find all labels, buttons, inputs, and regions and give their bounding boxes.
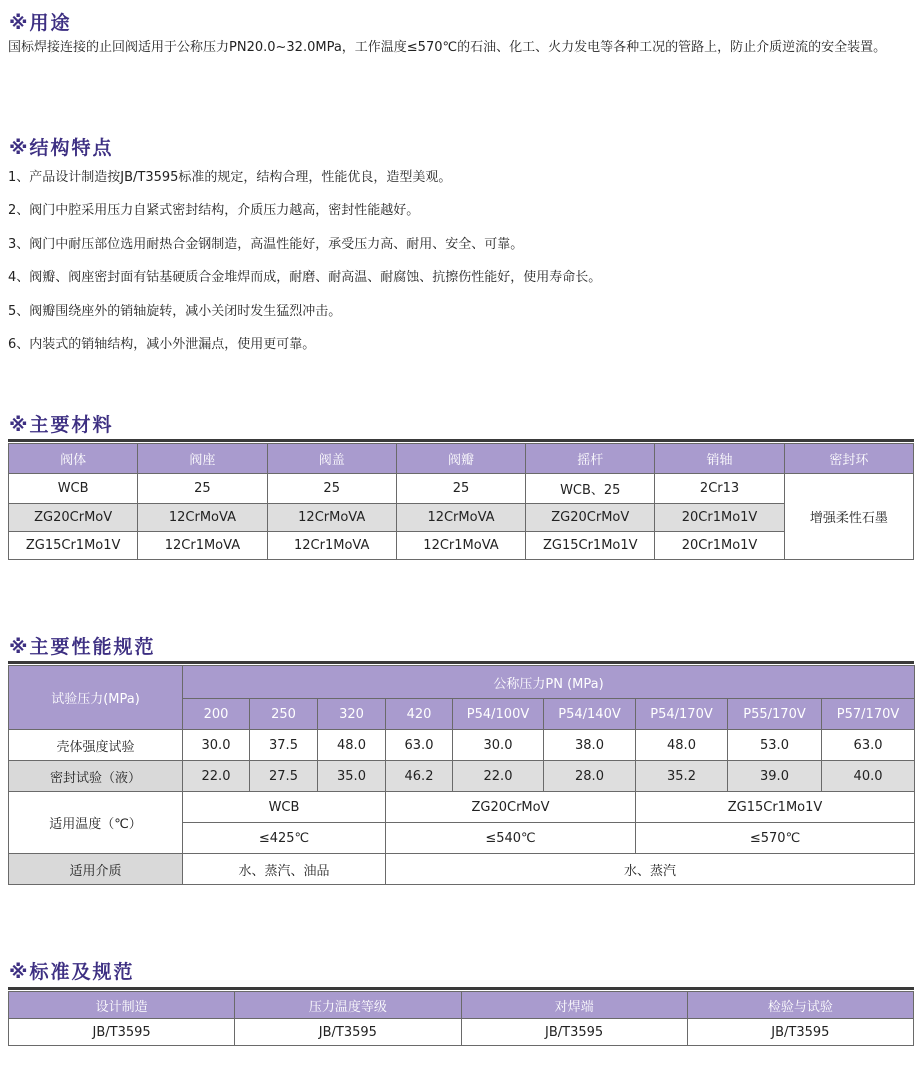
seal-test-label: 密封试验（液） bbox=[9, 761, 183, 792]
table-cell: JB/T3595 bbox=[687, 1019, 913, 1046]
table-header: 对焊端 bbox=[461, 992, 687, 1019]
table-cell: 25 bbox=[396, 474, 525, 504]
table-cell: 48.0 bbox=[636, 730, 728, 761]
pressure-header: P54/100V bbox=[453, 699, 544, 730]
table-row bbox=[9, 1019, 914, 1046]
table-cell: WCB、25 bbox=[526, 474, 655, 504]
table-cell: 40.0 bbox=[822, 761, 915, 792]
table-header: 销轴 bbox=[655, 444, 784, 474]
materials-section-title: ※主要材料 bbox=[9, 414, 114, 436]
temp-value-cell: ≤540℃ bbox=[386, 823, 636, 854]
pressure-header: 200 bbox=[183, 699, 250, 730]
table-row bbox=[9, 730, 915, 761]
temp-material-cell: ZG15Cr1Mo1V bbox=[636, 792, 915, 823]
shell-test-label: 壳体强度试验 bbox=[9, 730, 183, 761]
table-cell: 30.0 bbox=[183, 730, 250, 761]
table-cell: 63.0 bbox=[822, 730, 915, 761]
table-cell: JB/T3595 bbox=[235, 1019, 461, 1046]
table-row bbox=[9, 761, 915, 792]
table-cell: 12CrMoVA bbox=[396, 504, 525, 532]
section-divider bbox=[8, 987, 914, 990]
pressure-header: 250 bbox=[250, 699, 318, 730]
medium-cell: 水、蒸汽 bbox=[386, 854, 915, 885]
table-row bbox=[9, 532, 914, 560]
features-section-title: ※结构特点 bbox=[9, 137, 114, 159]
table-cell: JB/T3595 bbox=[9, 1019, 235, 1046]
feature-item: 5、阀瓣围绕座外的销轴旋转，减小关闭时发生猛烈冲击。 bbox=[8, 303, 342, 319]
table-cell: 25 bbox=[267, 474, 396, 504]
table-header: 设计制造 bbox=[9, 992, 235, 1019]
features-list bbox=[8, 161, 601, 361]
table-cell: 20Cr1Mo1V bbox=[655, 532, 784, 560]
temperature-label: 适用温度（℃） bbox=[9, 792, 183, 854]
pressure-header: P57/170V bbox=[822, 699, 915, 730]
usage-text: 国标焊接连接的止回阀适用于公称压力PN20.0~32.0MPa，工作温度≤570℃的石油、化工、火力发电等各种工况的管路上，防止介质逆流的安全装置。 bbox=[8, 40, 887, 55]
table-header: 阀瓣 bbox=[396, 444, 525, 474]
table-cell: 39.0 bbox=[728, 761, 822, 792]
table-header: 检验与试验 bbox=[687, 992, 913, 1019]
pressure-header: P55/170V bbox=[728, 699, 822, 730]
table-cell: 46.2 bbox=[386, 761, 453, 792]
temp-material-cell: ZG20CrMoV bbox=[386, 792, 636, 823]
table-row bbox=[9, 792, 915, 823]
table-cell: WCB bbox=[9, 474, 138, 504]
table-cell: 35.2 bbox=[636, 761, 728, 792]
table-header: 密封环 bbox=[784, 444, 913, 474]
medium-label: 适用介质 bbox=[9, 854, 183, 885]
table-row bbox=[9, 474, 914, 504]
table-header: 摇杆 bbox=[526, 444, 655, 474]
table-cell: 28.0 bbox=[544, 761, 636, 792]
table-cell: 37.5 bbox=[250, 730, 318, 761]
usage-section-title: ※用途 bbox=[9, 12, 72, 34]
table-row bbox=[9, 854, 915, 885]
table-cell: 12Cr1MoVA bbox=[267, 532, 396, 560]
table-cell: 27.5 bbox=[250, 761, 318, 792]
feature-item: 1、产品设计制造按JB/T3595标准的规定，结构合理，性能优良，造型美观。 bbox=[8, 170, 452, 185]
seal-ring-cell: 增强柔性石墨 bbox=[784, 474, 913, 560]
table-header: 阀座 bbox=[138, 444, 267, 474]
performance-table bbox=[8, 665, 915, 885]
table-cell: 35.0 bbox=[318, 761, 386, 792]
feature-item: 6、内装式的销轴结构，减小外泄漏点，使用更可靠。 bbox=[8, 336, 316, 352]
table-cell: 12CrMoVA bbox=[138, 504, 267, 532]
temp-value-cell: ≤570℃ bbox=[636, 823, 915, 854]
table-header: 阀盖 bbox=[267, 444, 396, 474]
pressure-header: P54/140V bbox=[544, 699, 636, 730]
table-cell: 25 bbox=[138, 474, 267, 504]
table-cell: ZG20CrMoV bbox=[9, 504, 138, 532]
table-cell: 12Cr1MoVA bbox=[396, 532, 525, 560]
table-cell: ZG20CrMoV bbox=[526, 504, 655, 532]
table-cell: ZG15Cr1Mo1V bbox=[526, 532, 655, 560]
table-cell: 2Cr13 bbox=[655, 474, 784, 504]
test-pressure-header: 试验压力(MPa) bbox=[9, 666, 183, 730]
table-header: 阀体 bbox=[9, 444, 138, 474]
table-cell: ZG15Cr1Mo1V bbox=[9, 532, 138, 560]
standards-section-title: ※标准及规范 bbox=[9, 961, 135, 983]
table-cell: 12CrMoVA bbox=[267, 504, 396, 532]
table-cell: 63.0 bbox=[386, 730, 453, 761]
table-row bbox=[9, 504, 914, 532]
feature-item: 2、阀门中腔采用压力自紧式密封结构，介质压力越高，密封性能越好。 bbox=[8, 203, 420, 219]
table-cell: 48.0 bbox=[318, 730, 386, 761]
feature-item: 4、阀瓣、阀座密封面有钴基硬质合金堆焊而成，耐磨、耐高温、耐腐蚀、抗擦伤性能好，使用寿命长。 bbox=[8, 270, 602, 286]
table-header: 压力温度等级 bbox=[235, 992, 461, 1019]
table-cell: 22.0 bbox=[453, 761, 544, 792]
table-cell: 53.0 bbox=[728, 730, 822, 761]
section-divider bbox=[8, 661, 914, 664]
temp-value-cell: ≤425℃ bbox=[183, 823, 386, 854]
table-cell: 22.0 bbox=[183, 761, 250, 792]
pressure-header: 420 bbox=[386, 699, 453, 730]
section-divider bbox=[8, 439, 914, 442]
table-cell: 20Cr1Mo1V bbox=[655, 504, 784, 532]
nominal-pressure-header: 公称压力PN (MPa) bbox=[183, 666, 915, 699]
table-cell: 12Cr1MoVA bbox=[138, 532, 267, 560]
table-cell: JB/T3595 bbox=[461, 1019, 687, 1046]
pressure-header: 320 bbox=[318, 699, 386, 730]
standards-table bbox=[8, 991, 914, 1046]
temp-material-cell: WCB bbox=[183, 792, 386, 823]
feature-item: 3、阀门中耐压部位选用耐热合金钢制造，高温性能好，承受压力高、耐用、安全、可靠。 bbox=[8, 236, 524, 252]
performance-section-title: ※主要性能规范 bbox=[9, 636, 156, 658]
medium-cell: 水、蒸汽、油品 bbox=[183, 854, 386, 885]
materials-table bbox=[8, 443, 914, 560]
table-cell: 30.0 bbox=[453, 730, 544, 761]
pressure-header: P54/170V bbox=[636, 699, 728, 730]
table-cell: 38.0 bbox=[544, 730, 636, 761]
